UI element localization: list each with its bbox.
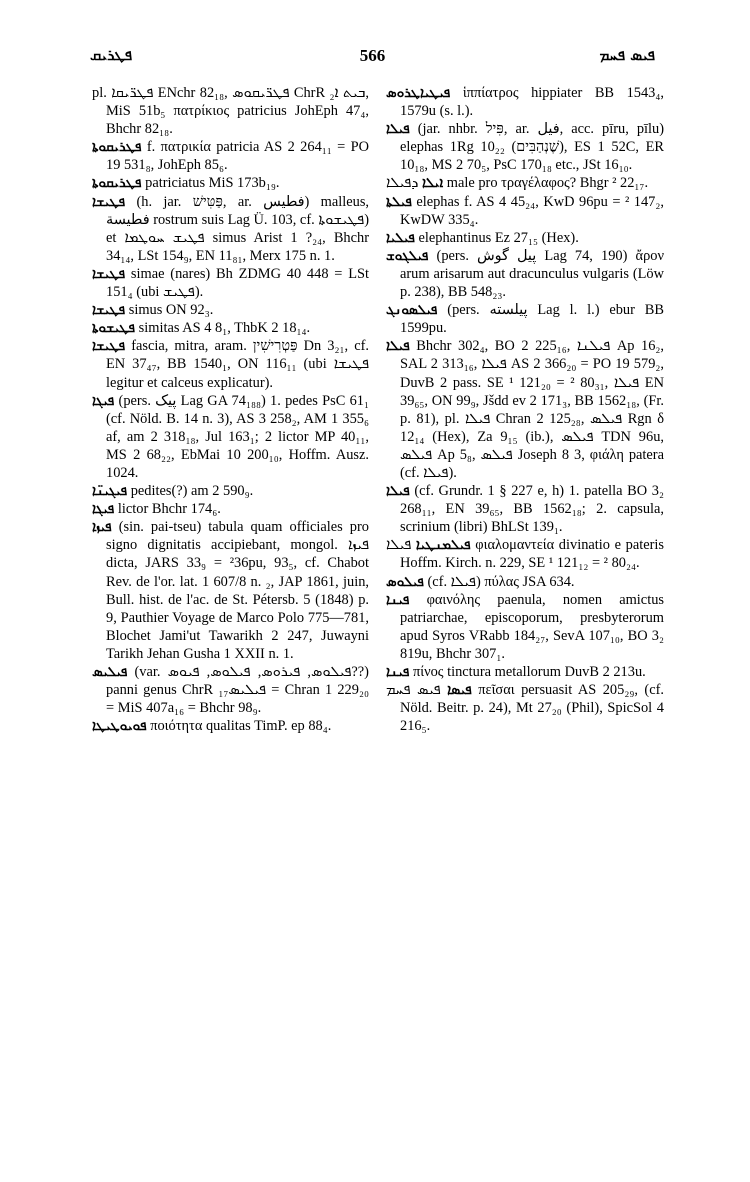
dictionary-entry [92,174,369,192]
entry-definition: (cf. Grundr. 1 § 227 e, h) 1. patella BO 3₂ 268₁₁, EN 39₆₅, BB 1562₁₈; 2. capsula, scrinium (libri) BhLSt 139₁. [400,483,664,536]
entry-definition: (jar. nhbr. פִּיל, ar. فيل, acc. pīru, pīlu) elephas 1Rg 10₂₂ (שֶׁנְהַבִּים), ES 1 52C, ER 10₁₈, MS 2 70₅, PsC 170₁₈ etc., JSt 16₁₀. [400,121,665,174]
dictionary-entry [386,663,664,681]
entry-headword: ܦܝܙܐ [92,519,112,536]
entry-headword: ܦܝܢܐ [386,664,410,680]
dictionary-entry [386,84,664,120]
entry-definition: ποιότητα qualitas TimP. ep 88₄. [150,718,332,735]
header-right-catchword: ܦܝܣ ܦܚܡ [599,46,655,64]
entry-definition: (h. jar. פַּטִּישׁ, ar. فطيس) malleus, فطيسة rostrum suis Lag Ü. 103, cf. ܦܛܝܫܘܬܐ) et ܦܛܝܫ ܚܘܛܡܐ simus Arist 1 ?₂₄, Bhchr 34₁₄, LSt 154₉, EN 11₈₁, Merx 175 n. 1. [106,193,370,264]
entry-headword: ܦܝܠܓܘܫ [386,247,429,264]
entry-definition: ܦܝܠܐ φιαλομαντεία divinatio e pateris Hoffm. Kirch. n. 229, SE ¹ 121₁₂ = ² 80₂₄. [386,537,664,572]
entry-headword: ܦܝܓܐ [92,501,115,518]
dictionary-entry [92,392,369,482]
dictionary-entry [386,681,664,735]
entry-definition: φαινόλης paenula, nomen amictus patriarchae, episcoporum, presbyterorum apud Syros VRabb 184₂₇, SevA 107₁₀, BO 3₂ 819u, Bhchr 307₁. [400,591,664,662]
entry-headword: ܦܛܝܫܐ [92,193,126,210]
entry-headword: ܦܛܝܫܐ [92,302,126,319]
dictionary-entry [386,120,664,174]
dictionary-entry [92,319,369,337]
entry-definition: simae (nares) Bh ZDMG 40 448 = LSt 151₄ (ubi ܦܛܝܫ). [106,265,369,301]
entry-definition: simus ON 92₃. [128,302,214,319]
entry-headword: ܦܝܠܘܣ [386,573,424,590]
entry-headword: ܦܛܪܝܩܘܬܐ [92,139,142,156]
dictionary-entry [386,247,664,301]
entry-headword: ܦܝܣܐ [447,682,472,699]
entry-headword: ܦܝܠܐ [386,338,410,355]
right-column [386,84,664,735]
dictionary-entry [92,337,369,391]
entry-definition: pl. ܦܛܪ̈ܝܩܐ ENchr 82₁₈, ܦܛܪ̈ܝܩܘܣ ChrR ܒܝܬ ܐ₂, MiS 51b₅ πατρίκιος patricius JohEph 47₄, Bhchr 82₁₈. [92,85,370,138]
entry-headword: ܦܝܓܝܢ̈ܐ [92,483,128,500]
entry-headword: ܦܛܝܫܘܬܐ [92,320,136,337]
entry-headword: ܦܛܝܫܐ [92,338,126,355]
left-column [92,84,369,735]
entry-headword: ܦܝܛܝܐܛܪܘܣ [386,85,451,101]
entry-definition: (pers. پیل گوش Lag 74, 190) ἄρον arum arisarum aut dracunculus vulgaris (Löw p. 238), BB 548₂₃. [400,247,664,301]
entry-definition: (pers. پیلسته Lag l. l.) ebur BB 1599pu. [400,302,664,337]
dictionary-entry [92,301,369,319]
entry-definition: (cf. ܦܝܠܐ) πύλας JSA 634. [427,573,575,590]
entry-definition: ܕܦܝܠܐ male pro τραγέλαφος? Bhgr ² 22₁₇. [386,175,649,192]
entry-definition: (pers. پیک Lag GA 74₁₈₈) 1. pedes PsC 61₁ (cf. Nöld. B. 14 n. 3), AS 3 258₂, AM 1 355₆ af, am 2 318₁₈, Jul 163₁; 2 lictor MP 40₁₁, MS 2 68₂₂, EbMai 10 200₁₀, Hoffm. Ausz. 1024. [106,392,369,481]
entry-headword: ܦܝܠܐ [386,121,410,138]
dictionary-entry [92,138,369,174]
entry-headword: ܦܝܠܐ [386,483,410,500]
entry-headword: ܦܛܝܫܐ [92,265,126,282]
page-number: 566 [359,46,386,65]
dictionary-entry [92,717,369,735]
dictionary-entry [92,193,369,265]
entry-headword: ܦܝܠܝܣ [92,664,128,680]
entry-definition: f. πατρικία patricia AS 2 264₁₁ = PO 19 531₈, JohEph 85₆. [106,139,369,174]
dictionary-entry [386,591,664,663]
running-header [90,46,655,68]
entry-definition: elephas f. AS 4 45₂₄, KwD 96pu = ² 147₂, KwDW 335₄. [400,193,664,228]
dictionary-entry [92,663,369,717]
entry-headword: ܦܘܝܘܛܝܛܐ [92,718,147,735]
entry-headword: ܐܝܠܐ [421,175,444,192]
dictionary-entry [92,84,369,138]
dictionary-entry [386,482,664,536]
dictionary-entry [386,193,664,229]
entry-headword: ܦܛܪܝܩܘܬܐ [92,175,142,192]
dictionary-entry [92,482,369,500]
entry-definition: elephantinus Ez 27₁₅ (Hex). [418,229,579,246]
entry-definition: Bhchr 302₄, BO 2 225₁₆, ܦܝܠܢܐ Ap 16₂, SAL 2 313₁₆, ܦܝܠܐ AS 2 366₂₀ = PO 19 579₂, DuvB 2 pass. SE ¹ 121₂₀ = ² 80₃₁, ܦܝܠܐ EN 39₆₅, ON 99₉, Jšdd ev 2 171₃, BB 1562₁₈, (Fr. p. 81), pl. ܦܝܠܐ Chran 2 125₂₈, ܦܝܠܣ Rgn δ 12₁₄ (Hex), Za 9₁₅ (ib.), ܦܝܠܣ TDN 96u, ܦܝܠܣ Ap 5₈, ܦܝܠܣ Joseph 8 3, φιάλη patera (cf. ܦܝܠܐ). [400,338,665,481]
dictionary-entry [386,337,664,482]
dictionary-entry [92,265,369,301]
entry-definition: simitas AS 4 8₁, ThbK 2 18₁₄. [138,320,311,337]
entry-definition: (var. ܦܝܠܘܣ, ܦܝܪܘܣ, ܦܝܠܘܣ, ܦܝܘܣ??) panni genus ChrR ܦܝܠܝܣ₁₇ = Chran 1 229₂₀ = MiS 407a₁₆ = Bhchr 98₉. [106,664,369,717]
dictionary-entry [386,536,664,572]
entry-definition: (sin. pai-tseu) tabula quam officiales pro signo dignitatis accipiebant, mongol. ܦܝܙܐ dicta, JARS 33₉ = ²36pu, 93₅, cf. Chabot Rev. de l'or. lat. 1 607/8 n. ₂, JAP 1861, juin, Bull. hist. de l'ac. de St. Pétersb. 5 (1848) p. 9, Pauthier Voyage de Marco Polo 775—781, Blochet Jami'ut Tawarikh 2 247, Juwayni Tarikh Jehan Gusha 1 XXII n. 1. [106,519,369,662]
entry-headword: ܦܝܠܡܢܛܝܐ [415,537,471,554]
entry-definition: patriciatus MiS 173b₁₉. [145,175,280,192]
entry-headword: ܦܝܠܝܐ [386,229,415,246]
entry-definition: lictor Bhchr 174₆. [117,501,221,518]
dictionary-entry [386,301,664,337]
dictionary-entry [386,229,664,247]
entry-headword: ܦܝܠܣܘܢܓ [386,302,438,319]
header-left-catchword: ܦܛܪܝܩ [90,46,133,64]
entry-definition: pedites(?) am 2 590₉. [130,483,254,500]
entry-definition: πίνος tinctura metallorum DuvB 2 213u. [412,664,646,680]
entry-headword: ܦܝܓܐ [92,392,115,409]
entry-headword: ܦܝܢܐ [386,591,410,608]
entry-definition: ἱππίατρος hippiater BB 1543₄, 1579u (s. l.). [400,85,664,120]
dictionary-entry [386,573,664,591]
entry-definition: fascia, mitra, aram. פַּטְרִישִׁין Dn 3₂₁, cf. EN 37₄₇, BB 1540₁, ON 116₁₁ (ubi ܦܛܝܫܐ legitur et calceus explicatur). [106,338,369,391]
dictionary-entry [92,500,369,518]
entry-definition: ܦܝܣ ܦܚܡ πεῖσαι persuasit AS 205₂₉, (cf. Nöld. Beitr. p. 24), Mt 27₂₀ (Phil), SpicSol 4 216₅. [386,682,664,735]
dictionary-entry [386,174,664,192]
dictionary-entry [92,518,369,663]
entry-headword: ܦܝܠܬܐ [386,193,412,210]
